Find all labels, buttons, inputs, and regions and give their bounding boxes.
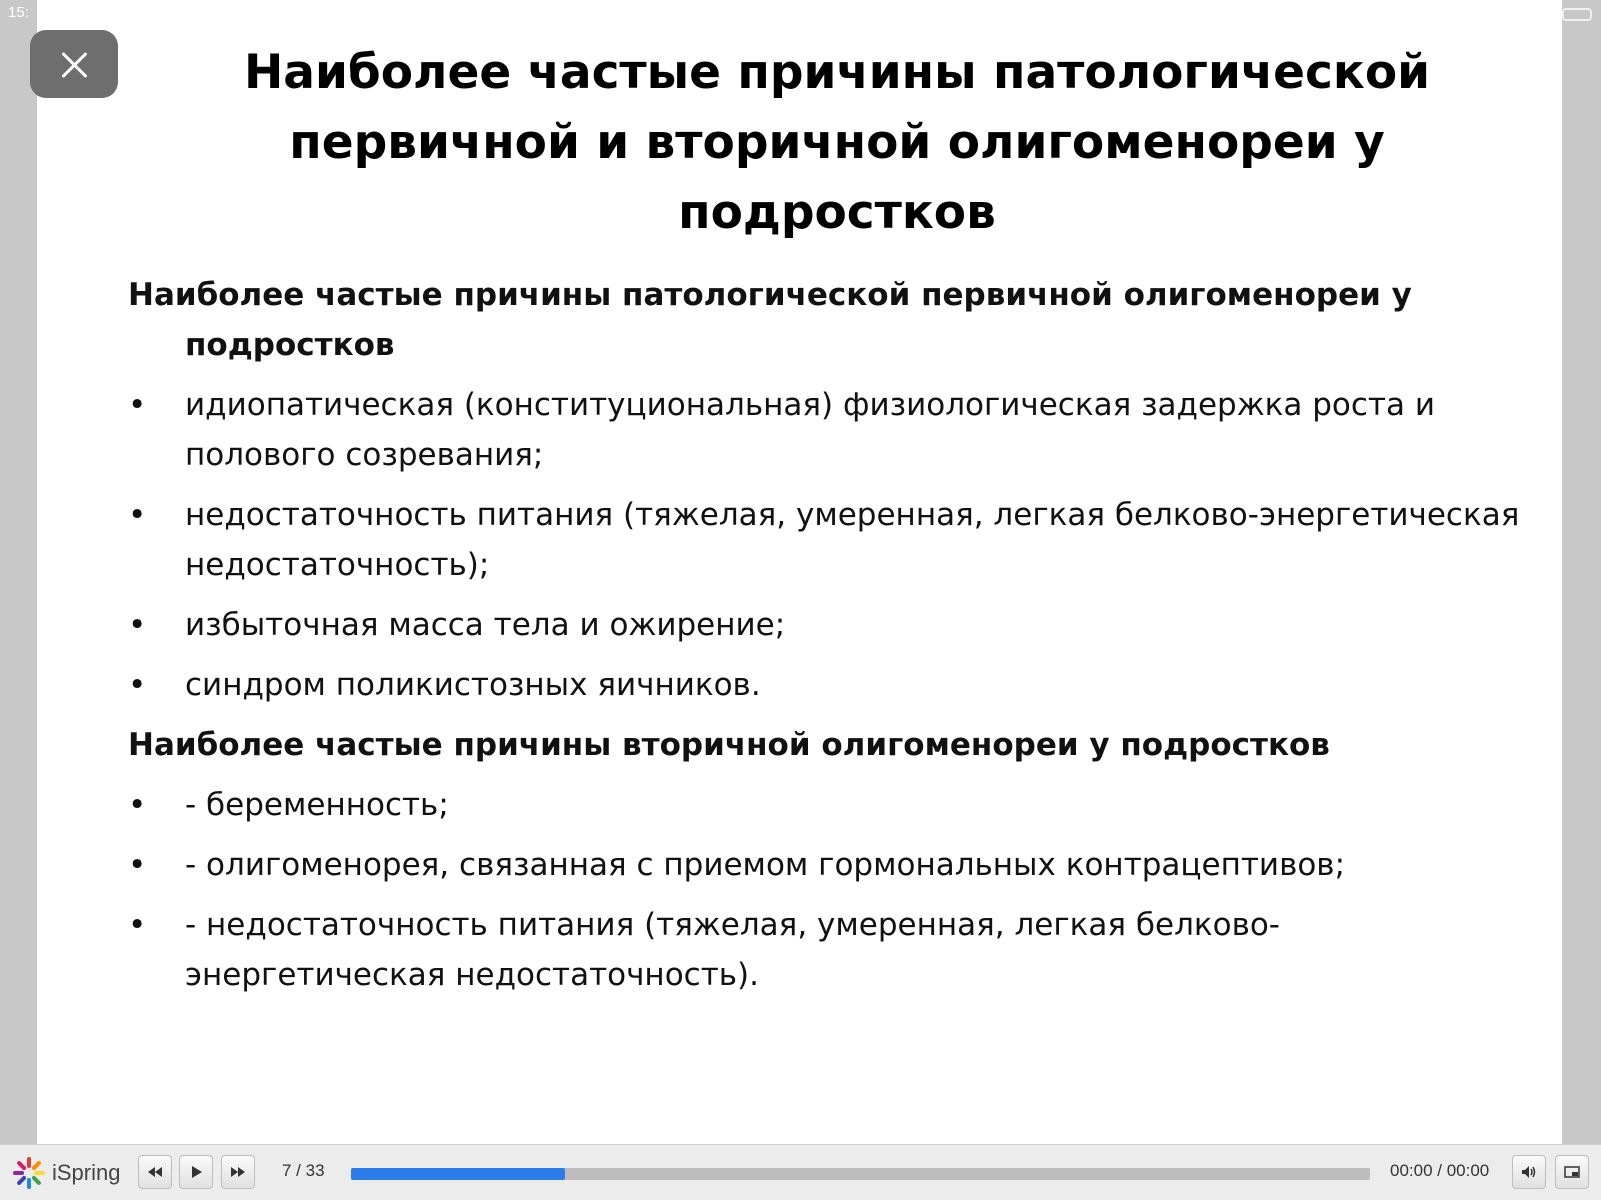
previous-slide-button[interactable] — [138, 1155, 172, 1189]
fast-forward-icon — [229, 1163, 247, 1181]
bullet-icon: • — [128, 787, 147, 823]
list-item-text: - олигоменорея, связанная с приемом гормональных контрацептивов; — [185, 847, 1346, 883]
fullscreen-icon — [1563, 1163, 1581, 1181]
next-slide-button[interactable] — [221, 1155, 255, 1189]
player-toolbar — [0, 1144, 1601, 1200]
ispring-logo-icon — [12, 1156, 46, 1190]
list-item — [128, 380, 1528, 480]
progress-fill — [351, 1168, 565, 1180]
ispring-logo — [12, 1155, 120, 1191]
title-line-1: Наиболее частые причины патологической — [243, 45, 1431, 100]
bullet-icon: • — [128, 907, 147, 943]
rewind-icon — [146, 1163, 164, 1181]
slide-counter: 7 / 33 — [282, 1161, 325, 1180]
time-display: 00:00 / 00:00 — [1390, 1161, 1490, 1180]
bullet-icon: • — [128, 667, 147, 703]
list-item-text: - беременность; — [185, 787, 449, 823]
close-button[interactable] — [30, 30, 118, 98]
list-item-text: синдром поликистозных яичников. — [185, 667, 761, 703]
list-item — [128, 840, 1528, 890]
slide — [37, 0, 1562, 1144]
slide-content — [128, 270, 1528, 1010]
list-item — [128, 660, 1528, 710]
section2-heading: Наиболее частые причины вторичной олигоменореи у подростков — [128, 727, 1330, 763]
list-item-text: - недостаточность питания (тяжелая, умеренная, легкая белково-энергетическая недостаточность). — [185, 907, 1280, 993]
bullet-icon: • — [128, 497, 147, 533]
list-item-text: идиопатическая (конституциональная) физиологическая задержка роста и полового созревания; — [185, 387, 1435, 473]
progress-bar[interactable] — [351, 1168, 1370, 1180]
ispring-brand: iSpring — [52, 1160, 121, 1185]
list-item-text: избыточная масса тела и ожирение; — [185, 607, 786, 643]
list-item — [128, 900, 1528, 1000]
fullscreen-button[interactable] — [1555, 1155, 1589, 1189]
play-icon — [187, 1163, 205, 1181]
list-item — [128, 780, 1528, 830]
bullet-icon: • — [128, 387, 147, 423]
title-line-2: первичной и вторичной олигоменореи у — [289, 115, 1385, 170]
bullet-icon: • — [128, 847, 147, 883]
list-item — [128, 490, 1528, 590]
battery-icon — [1562, 8, 1592, 21]
title-line-3: подростков — [678, 185, 996, 240]
list-item-text: недостаточность питания (тяжелая, умеренная, легкая белково-энергетическая недостаточность); — [185, 497, 1520, 583]
slide-title — [237, 38, 1437, 248]
list-item — [128, 600, 1528, 650]
volume-button[interactable] — [1512, 1155, 1546, 1189]
bullet-icon: • — [128, 607, 147, 643]
play-button[interactable] — [179, 1155, 213, 1189]
section1-heading: Наиболее частые причины патологической первичной олигоменореи у подростков — [128, 277, 1412, 363]
volume-icon — [1520, 1163, 1538, 1181]
status-time: 15: — [8, 4, 29, 21]
